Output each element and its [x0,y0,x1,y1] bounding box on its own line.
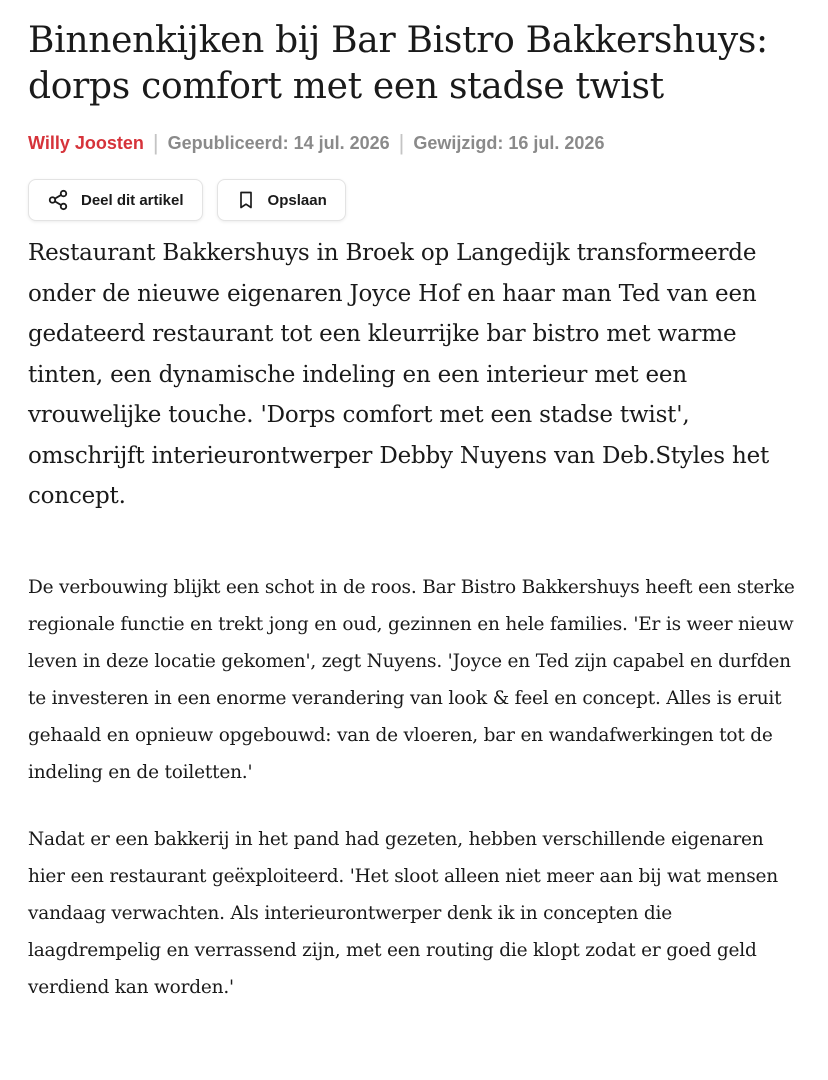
article-title-line-1: Binnenkijken bij Bar Bistro Bakkershuys: [28,20,768,61]
save-button-label: Opslaan [267,191,327,209]
save-button[interactable] [217,179,346,221]
share-button[interactable] [28,179,203,221]
article-lead: Restaurant Bakkershuys in Broek op Langedijk transformeerde onder de nieuwe eigenaren Joyce Hof en haar man Ted van een gedateerd restaurant tot een kleurrijke bar bistro met warme tinten, een dynamische indeling en een interieur met een vrouwelijke touche. 'Dorps comfort met een stadse twist', omschrijft interieurontwerper Debby Nuyens van Deb.Styles het concept. [28,240,770,509]
published-date: Gepubliceerd: 14 jul. 2026 [167,132,390,153]
share-button-label: Deel dit artikel [81,191,184,209]
bookmark-icon [236,189,256,211]
article-title-line-2: dorps comfort met een stadse twist [28,66,664,107]
meta-separator: | [152,130,159,155]
article-title [28,18,800,110]
article-paragraph: De verbouwing blijkt een schot in de roos. Bar Bistro Bakkershuys heeft een sterke regionale functie en trekt jong en oud, gezinnen en hele families. 'Er is weer nieuw leven in deze locatie gekomen', zegt Nuyens. 'Joyce en Ted zijn capabel en durfden te investeren in een enorme verandering van look & feel en concept. Alles is eruit gehaald en opnieuw opgebouwd: van de vloeren, bar en wandafwerkingen tot de indeling en de toiletten.' [28,576,795,783]
share-icon [47,189,69,211]
author-link[interactable]: Willy Joosten [28,132,144,153]
article-actions [28,179,800,221]
modified-date: Gewijzigd: 16 jul. 2026 [413,132,605,153]
article-meta [28,130,800,156]
article-paragraph: Nadat er een bakkerij in het pand had gezeten, hebben verschillende eigenaren hier een restaurant geëxploiteerd. 'Het sloot alleen niet meer aan bij wat mensen vandaag verwachten. Als interieurontwerper denk ik in concepten die laagdrempelig en verrassend zijn, met een routing die klopt zodat er goed geld verdiend kan worden.' [28,828,778,998]
meta-separator: | [398,130,405,155]
